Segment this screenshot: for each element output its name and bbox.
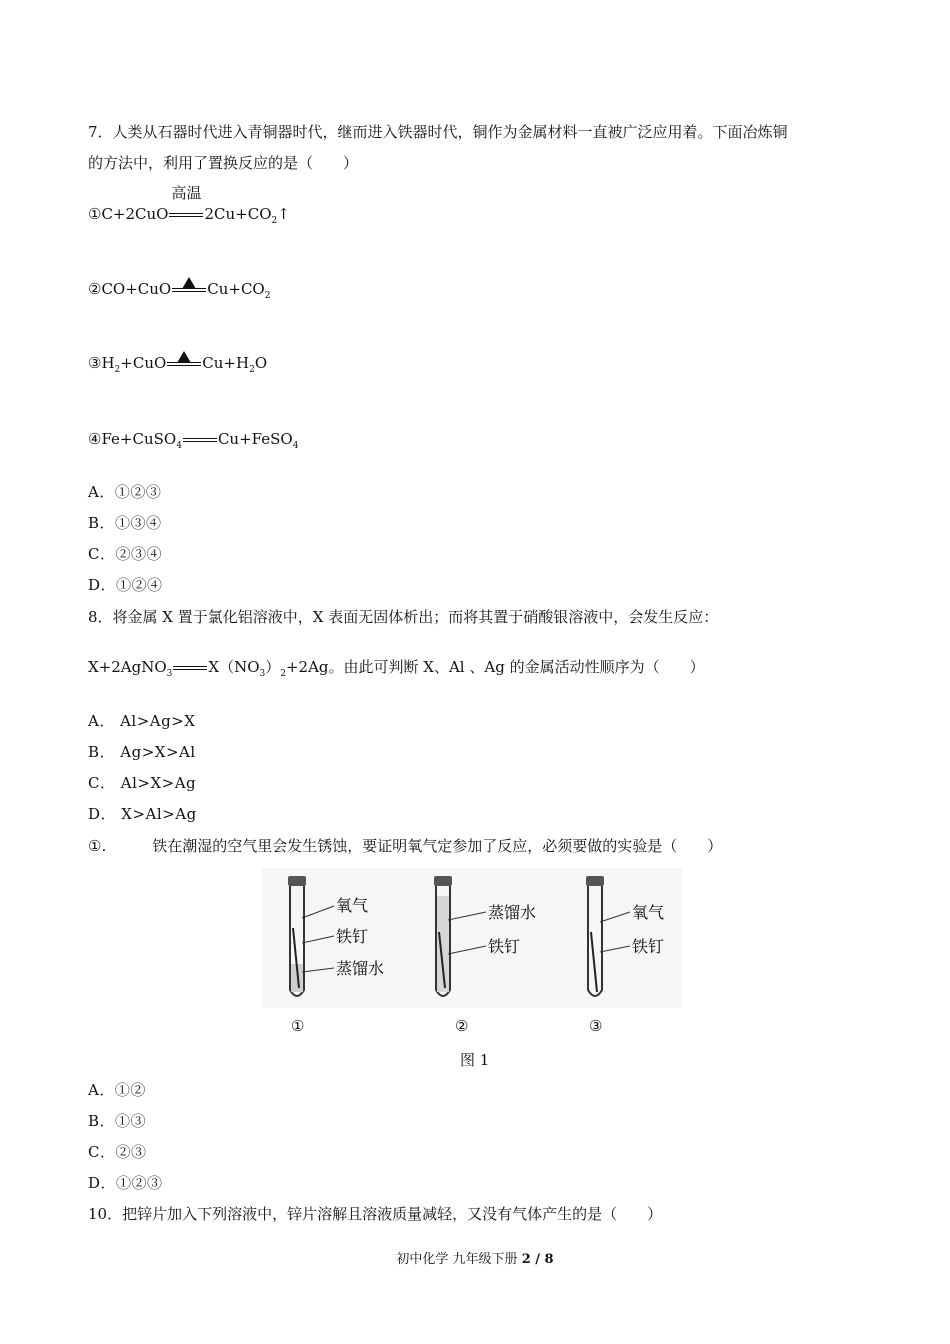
q8-option-d[interactable]: D． X>Al>Ag: [88, 805, 197, 823]
q10-stem: 10．把锌片加入下列溶液中，锌片溶解且溶液质量减轻，又没有气体产生的是（ ）: [88, 1205, 663, 1223]
tube1-label-3: 蒸馏水: [336, 961, 385, 978]
q8-option-c[interactable]: C． Al>X>Ag: [88, 774, 197, 792]
q7-option-a[interactable]: A．①②③: [88, 483, 162, 501]
equals-sign-heat: [167, 353, 201, 375]
q8-stem-line1: 8．将金属 X 置于氯化铝溶液中，X 表面无固体析出；而将其置于硝酸银溶液中，会发生反应：: [88, 608, 719, 626]
tube2-mark: ②: [455, 1017, 469, 1035]
condition-label: 高温: [171, 184, 202, 202]
tube2-label-1: 蒸馏水: [488, 905, 537, 922]
page-footer: 初中化学 九年级下册 2 / 8: [396, 1252, 554, 1267]
q7-stem-line1: 7．人类从石器时代进入青铜器时代，继而进入铁器时代，铜作为金属材料一直被广泛应用着。下面冶炼铜: [88, 123, 788, 141]
q8-equation: X+2AgNO$_3$ $X(NO_3)_2+2Ag$。由此可判断 X、Al 、Ag 的金属活动性顺序为（ ）: [88, 658, 705, 679]
q9-option-d[interactable]: D．①②③: [88, 1174, 163, 1192]
q7-equation-3: $③H_2+CuO$ $Cu+H_2O$: [88, 352, 267, 381]
tube1-label-2: 铁钉: [336, 929, 369, 946]
q9-option-a[interactable]: A．①②: [88, 1081, 146, 1099]
equals-sign: [173, 657, 207, 679]
heat-triangle-icon: [177, 333, 191, 363]
q8-option-a[interactable]: A． Al>Ag>X: [88, 712, 196, 730]
q9-option-b[interactable]: B．①③: [88, 1112, 147, 1130]
tube1-label-1: 氧气: [336, 898, 369, 915]
tube1-mark: ①: [291, 1017, 305, 1035]
tube3-label-1: 氧气: [632, 905, 665, 922]
q7-option-b[interactable]: B．①③④: [88, 514, 162, 532]
page-number: 2 / 8: [521, 1252, 554, 1267]
equals-sign-high-temp: [169, 184, 203, 226]
q7-equation-1: ①C+2CuO 高温 $2Cu+CO_2↑$: [88, 184, 290, 226]
q9-option-c[interactable]: C．②③: [88, 1143, 147, 1161]
q7-stem-line2: 的方法中，利用了置换反应的是（ ）: [88, 154, 359, 172]
equals-sign-heat: [172, 279, 206, 301]
q7-equation-2: ②CO+CuO $Cu+CO_2$: [88, 278, 270, 307]
q7-option-c[interactable]: C．②③④: [88, 545, 162, 563]
tube2-label-2: 铁钉: [488, 939, 521, 956]
equals-sign: [183, 429, 217, 451]
tube3-label-2: 铁钉: [632, 939, 665, 956]
q9-stem: ①. 铁在潮湿的空气里会发生锈蚀，要证明氧气定参加了反应，必须要做的实验是（ ）: [88, 837, 723, 855]
q7-option-d[interactable]: D．①②④: [88, 576, 163, 594]
test-tube-figure: [262, 868, 682, 1008]
figure-caption: 图 1: [460, 1051, 490, 1069]
q8-option-b[interactable]: B． Ag>X>Al: [88, 743, 196, 761]
q7-equation-4: ④Fe+CuSO$_4$ Cu+FeSO$_4$: [88, 430, 299, 451]
heat-triangle-icon: [182, 259, 196, 289]
tube3-mark: ③: [589, 1017, 603, 1035]
